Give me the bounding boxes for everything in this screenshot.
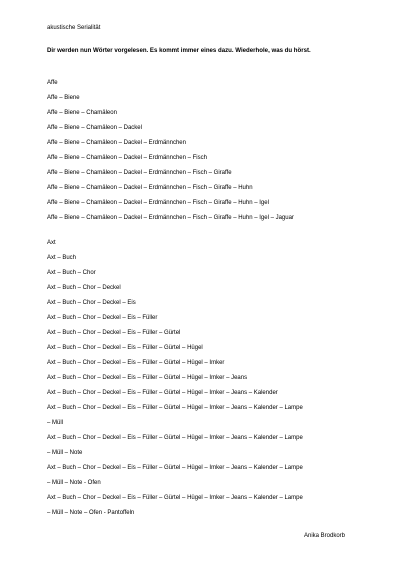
- instruction-text: Dir werden nun Wörter vorgelesen. Es kommt immer eines dazu. Wiederhole, was du hörst.: [47, 47, 311, 54]
- page-header: akustische Serialität: [47, 25, 101, 31]
- word-sequence-line: – Müll – Note: [47, 450, 83, 456]
- word-sequence-line: – Müll – Note - Ofen: [47, 480, 101, 486]
- word-sequence-line: Affe – Biene – Chamäleon – Dackel – Erdmännchen – Fisch – Giraffe – Huhn – Igel: [47, 200, 269, 206]
- word-sequence-line: Affe – Biene: [47, 95, 80, 101]
- word-sequence-line: Affe – Biene – Chamäleon – Dackel – Erdmännchen – Fisch – Giraffe: [47, 170, 232, 176]
- word-sequence-line: Affe – Biene – Chamäleon – Dackel – Erdmännchen: [47, 140, 186, 146]
- word-sequence-line: Affe – Biene – Chamäleon – Dackel – Erdmännchen – Fisch – Giraffe – Huhn – Igel – Jaguar: [47, 215, 294, 221]
- author-name: Anika Brodkorb: [304, 533, 346, 539]
- word-sequence-line: Axt – Buch – Chor – Deckel – Eis – Füller – Gürtel – Hügel – Imker – Jeans – Kalender – Lampe: [47, 435, 303, 441]
- word-sequence-line: Axt: [47, 240, 56, 246]
- word-sequence-line: Axt – Buch – Chor – Deckel – Eis – Füller – Gürtel – Hügel: [47, 345, 203, 351]
- word-sequence-line: Axt – Buch – Chor – Deckel – Eis – Füller – Gürtel – Hügel – Imker – Jeans – Kalender – Lampe: [47, 465, 303, 471]
- word-sequence-line: Axt – Buch – Chor – Deckel – Eis – Füller – Gürtel – Hügel – Imker – Jeans: [47, 375, 248, 381]
- word-sequence-line: Axt – Buch – Chor – Deckel: [47, 285, 121, 291]
- word-sequence-line: Affe – Biene – Chamäleon – Dackel – Erdmännchen – Fisch – Giraffe – Huhn: [47, 185, 253, 191]
- word-sequence-line: – Müll – Note – Ofen - Pantoffeln: [47, 510, 135, 516]
- word-sequence-line: Axt – Buch – Chor – Deckel – Eis – Füller – Gürtel – Hügel – Imker – Jeans – Kalender – Lampe: [47, 405, 303, 411]
- word-sequence-line: Axt – Buch – Chor – Deckel – Eis – Füller – Gürtel: [47, 330, 181, 336]
- word-sequence-line: Affe – Biene – Chamäleon – Dackel – Erdmännchen – Fisch: [47, 155, 207, 161]
- word-sequence-line: Affe – Biene – Chamäleon – Dackel: [47, 125, 142, 131]
- word-list-block-1: [47, 76, 372, 226]
- word-sequence-line: Axt – Buch – Chor – Deckel – Eis: [47, 300, 136, 306]
- word-sequence-line: Axt – Buch – Chor – Deckel – Eis – Füller – Gürtel – Hügel – Imker – Jeans – Kalender: [47, 390, 278, 396]
- word-sequence-line: Axt – Buch – Chor – Deckel – Eis – Füller: [47, 315, 158, 321]
- word-sequence-line: Axt – Buch – Chor – Deckel – Eis – Füller – Gürtel – Hügel – Imker – Jeans – Kalender – Lampe: [47, 495, 303, 501]
- word-sequence-line: Axt – Buch: [47, 255, 77, 261]
- word-sequence-line: Affe – Biene – Chamäleon: [47, 110, 117, 116]
- word-sequence-line: Axt – Buch – Chor – Deckel – Eis – Füller – Gürtel – Hügel – Imker: [47, 360, 225, 366]
- word-sequence-line: Axt – Buch – Chor: [47, 270, 96, 276]
- word-sequence-line: – Müll: [47, 420, 64, 426]
- word-sequence-line: Affe: [47, 80, 58, 86]
- word-list-block-2: [47, 236, 372, 521]
